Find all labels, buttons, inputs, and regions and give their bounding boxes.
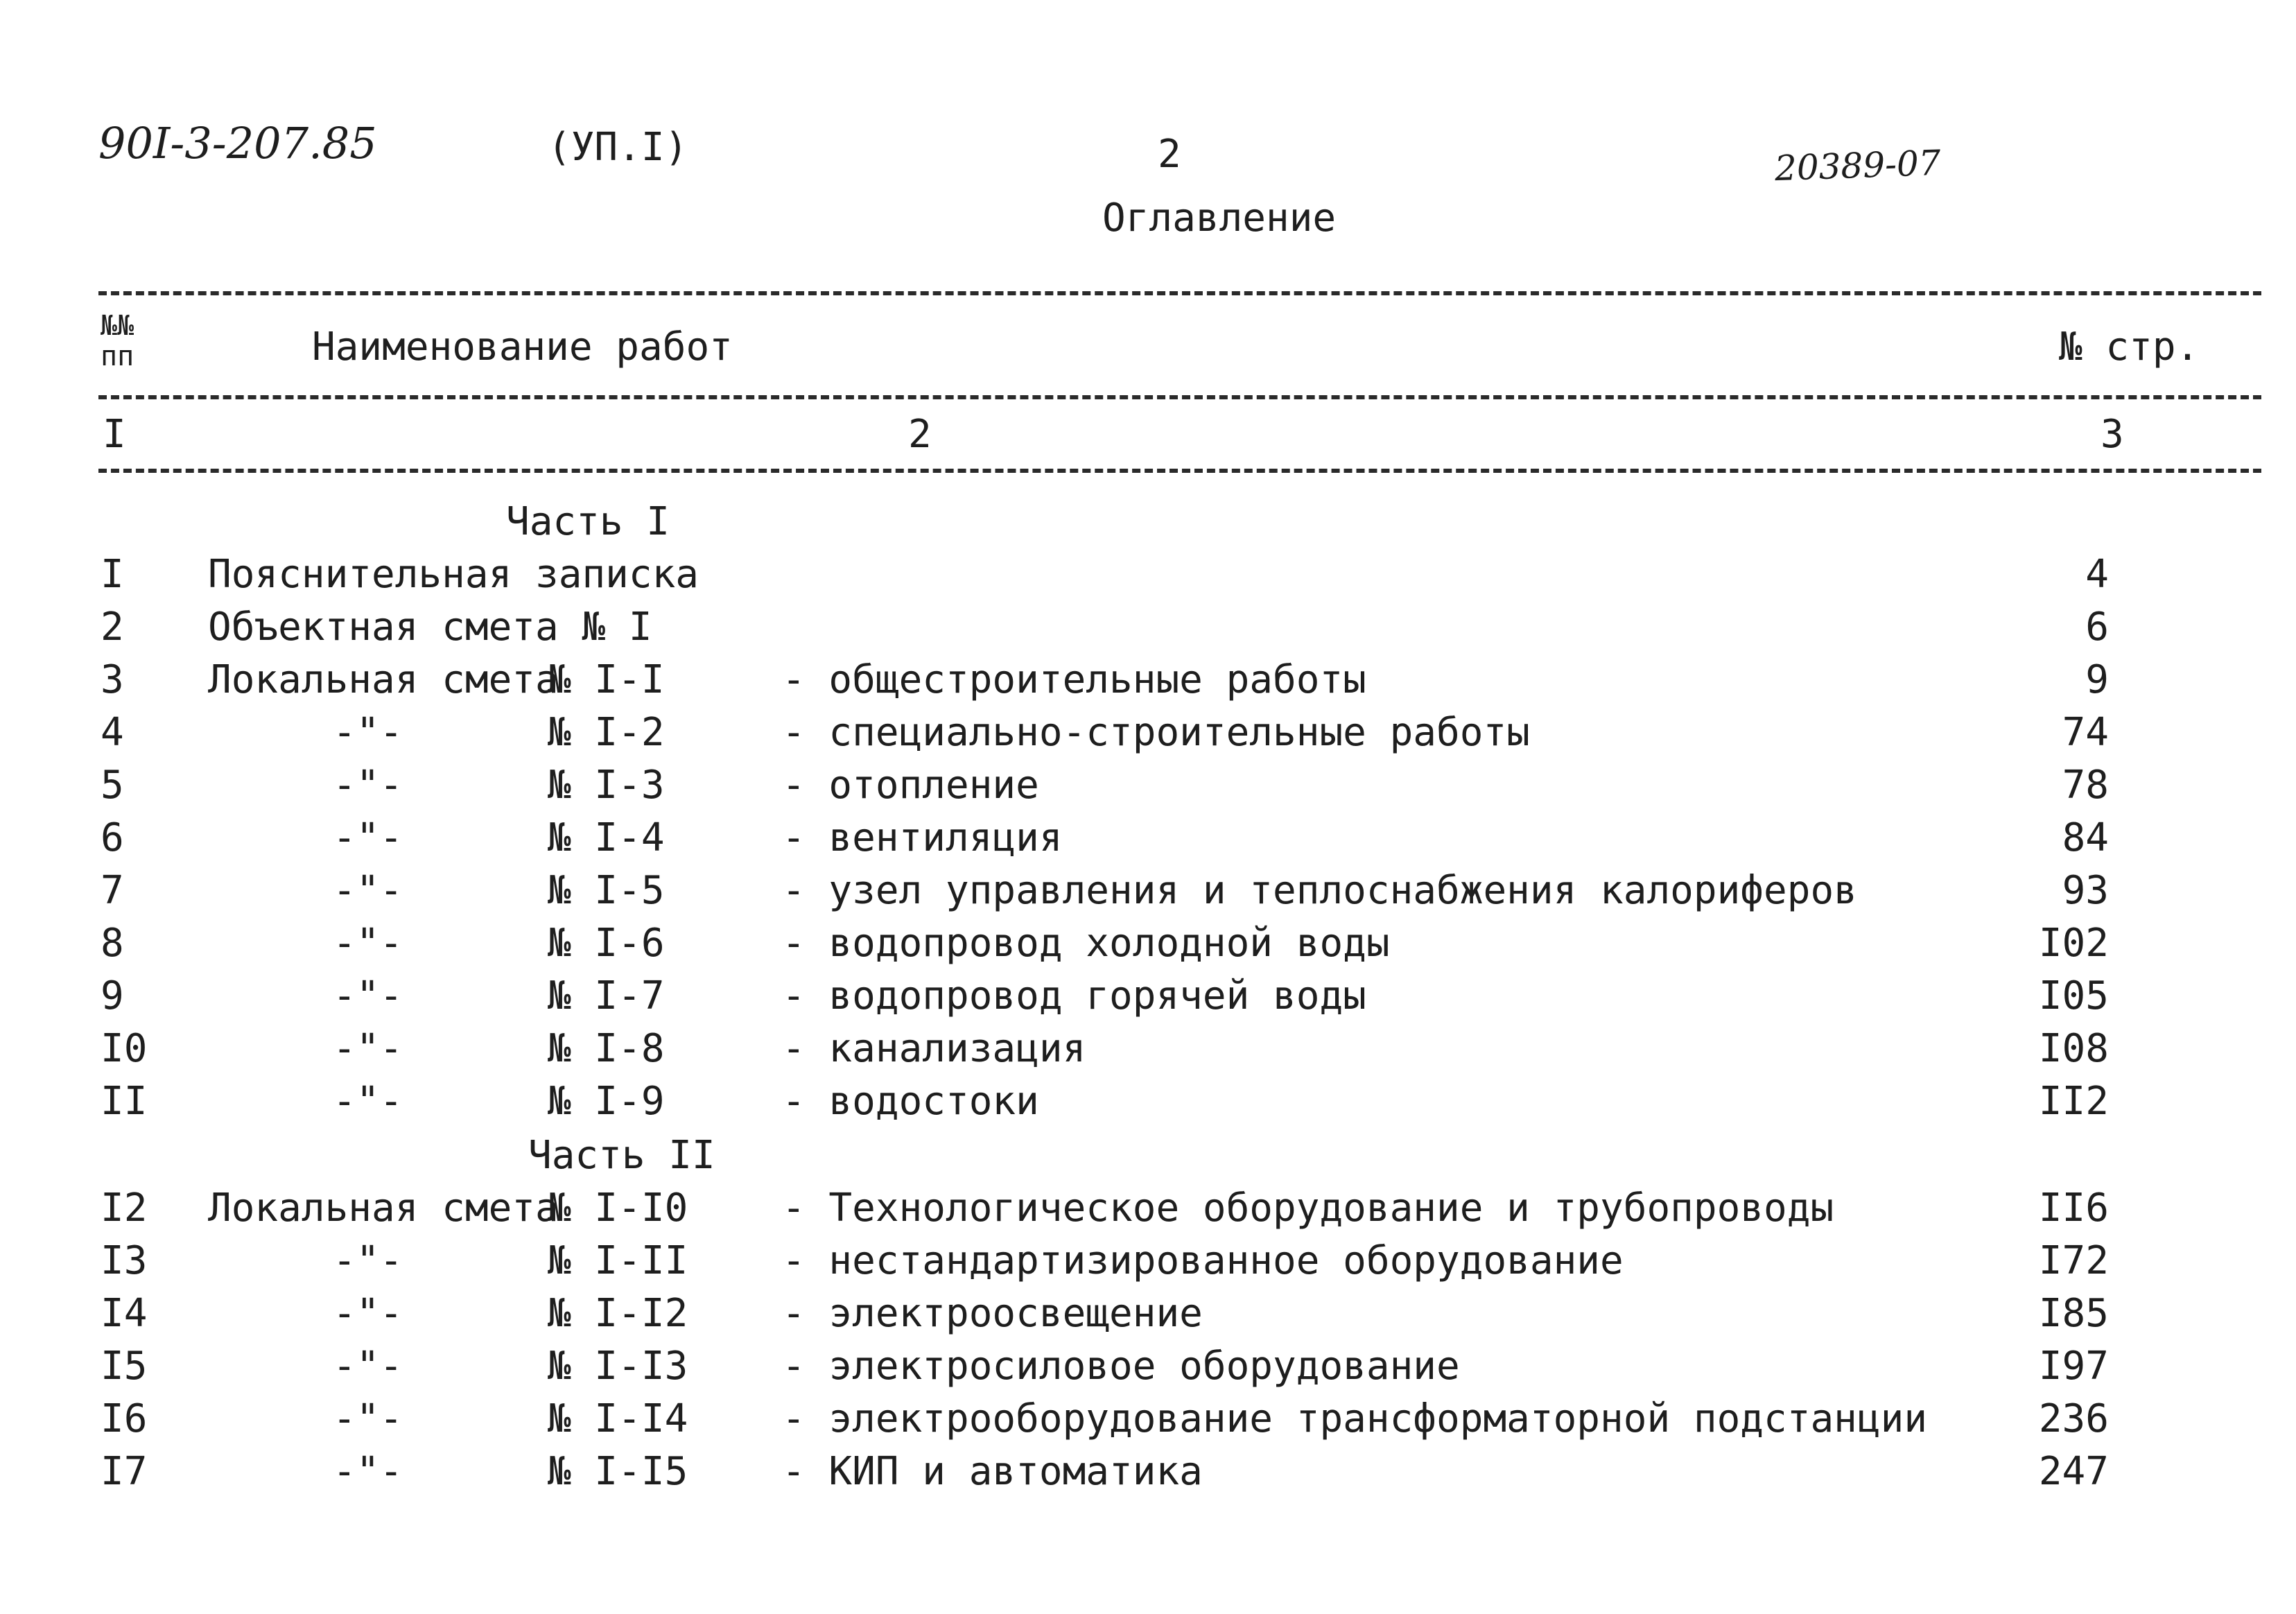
row-description: - вентиляция	[782, 815, 1063, 860]
toc-row	[0, 1344, 2296, 1396]
table-header-rule	[98, 395, 2261, 399]
row-description: - нестандартизированное оборудование	[782, 1238, 1624, 1283]
toc-row	[0, 552, 2296, 605]
row-description: - электросиловое оборудование	[782, 1344, 1460, 1389]
column-header-num: №№ пп	[101, 310, 134, 372]
row-name: -"-	[333, 1291, 403, 1336]
row-number: II	[101, 1079, 148, 1124]
toc-row	[0, 710, 2296, 763]
column-number-3: 3	[2101, 412, 2124, 457]
row-estimate-number: № I-2	[548, 710, 665, 755]
row-page: 247	[2038, 1449, 2109, 1494]
column-number-2: 2	[908, 412, 932, 457]
row-estimate-number: № I-4	[548, 815, 665, 860]
document-code: 90I-3-207.85	[98, 118, 377, 168]
row-name: -"-	[333, 815, 403, 860]
toc-row	[0, 868, 2296, 921]
row-description: - водопровод горячей воды	[782, 973, 1366, 1018]
row-number: 8	[101, 921, 124, 966]
row-name: -"-	[333, 973, 403, 1018]
row-estimate-number: № I-I3	[548, 1344, 688, 1389]
row-page: 84	[2062, 815, 2109, 860]
row-estimate-number: № I-I	[548, 657, 665, 702]
column-number-1: I	[103, 412, 126, 457]
row-estimate-number: № I-3	[548, 763, 665, 808]
row-description: - электроосвещение	[782, 1291, 1203, 1336]
row-estimate-number: № I-8	[548, 1026, 665, 1071]
row-page: 78	[2062, 763, 2109, 808]
row-page: 6	[2085, 605, 2109, 650]
row-name: -"-	[333, 921, 403, 966]
row-estimate-number: № I-I4	[548, 1396, 688, 1441]
row-name: -"-	[333, 1344, 403, 1389]
row-number: I6	[101, 1396, 148, 1441]
row-page: 74	[2062, 710, 2109, 755]
row-name: Локальная смета	[208, 657, 559, 702]
part-1-heading: Часть I	[506, 499, 670, 544]
row-page: I02	[2038, 921, 2109, 966]
row-estimate-number: № I-5	[548, 868, 665, 913]
row-page: 4	[2085, 552, 2109, 597]
toc-row	[0, 1026, 2296, 1079]
row-estimate-number: № I-I2	[548, 1291, 688, 1336]
row-number: 4	[101, 710, 124, 755]
toc-row	[0, 921, 2296, 973]
toc-row	[0, 1396, 2296, 1449]
row-description: - водостоки	[782, 1079, 1039, 1124]
row-name: -"-	[333, 763, 403, 808]
row-description: - электрооборудование трансформаторной подстанции	[782, 1396, 1928, 1441]
table-numbering-rule	[98, 469, 2261, 473]
row-number: I3	[101, 1238, 148, 1283]
page-title: Оглавление	[1102, 196, 1337, 241]
row-page: I85	[2038, 1291, 2109, 1336]
row-estimate-number: № I-II	[548, 1238, 688, 1283]
row-number: I4	[101, 1291, 148, 1336]
row-page: 9	[2085, 657, 2109, 702]
album-label: (УП.I)	[548, 125, 688, 170]
row-number: I	[101, 552, 124, 597]
row-number: I0	[101, 1026, 148, 1071]
table-top-rule	[98, 291, 2261, 295]
row-name: Пояснительная записка	[208, 552, 699, 597]
row-name: -"-	[333, 710, 403, 755]
inventory-number: 20389-07	[1774, 142, 1942, 189]
toc-row	[0, 1238, 2296, 1291]
row-estimate-number: № I-7	[548, 973, 665, 1018]
row-number: 9	[101, 973, 124, 1018]
row-description: - узел управления и теплоснабжения калориферов	[782, 868, 1857, 913]
column-header-name: Наименование работ	[312, 324, 733, 370]
row-number: 2	[101, 605, 124, 650]
row-estimate-number: № I-6	[548, 921, 665, 966]
row-number: I2	[101, 1186, 148, 1231]
row-description: - Технологическое оборудование и трубопроводы	[782, 1186, 1834, 1231]
toc-row	[0, 1079, 2296, 1131]
row-page: I08	[2038, 1026, 2109, 1071]
row-number: 7	[101, 868, 124, 913]
row-name: -"-	[333, 1026, 403, 1071]
toc-row	[0, 763, 2296, 815]
row-page: 93	[2062, 868, 2109, 913]
row-name: -"-	[333, 868, 403, 913]
part-2-heading: Часть II	[528, 1133, 715, 1178]
row-number: 5	[101, 763, 124, 808]
row-page: I97	[2038, 1344, 2109, 1389]
row-description: - КИП и автоматика	[782, 1449, 1203, 1494]
toc-row	[0, 1291, 2296, 1344]
toc-row	[0, 657, 2296, 710]
row-estimate-number: № I-I0	[548, 1186, 688, 1231]
toc-row	[0, 605, 2296, 657]
row-name: -"-	[333, 1079, 403, 1124]
toc-row	[0, 815, 2296, 868]
row-estimate-number: № I-9	[548, 1079, 665, 1124]
row-description: - водопровод холодной воды	[782, 921, 1390, 966]
page-number: 2	[1158, 132, 1181, 177]
row-name: -"-	[333, 1396, 403, 1441]
row-name: -"-	[333, 1238, 403, 1283]
row-description: - канализация	[782, 1026, 1086, 1071]
row-page: I72	[2038, 1238, 2109, 1283]
row-description: - отопление	[782, 763, 1039, 808]
toc-row	[0, 1449, 2296, 1502]
column-header-page: № стр.	[2059, 324, 2200, 370]
row-number: 6	[101, 815, 124, 860]
row-name: Объектная смета № I	[208, 605, 652, 650]
row-description: - специально-строительные работы	[782, 710, 1530, 755]
row-page: II6	[2038, 1186, 2109, 1231]
row-number: I7	[101, 1449, 148, 1494]
row-page: II2	[2038, 1079, 2109, 1124]
row-number: 3	[101, 657, 124, 702]
row-name: Локальная смета	[208, 1186, 559, 1231]
row-description: - общестроительные работы	[782, 657, 1366, 702]
row-name: -"-	[333, 1449, 403, 1494]
toc-row	[0, 1186, 2296, 1238]
row-estimate-number: № I-I5	[548, 1449, 688, 1494]
row-page: I05	[2038, 973, 2109, 1018]
row-page: 236	[2038, 1396, 2109, 1441]
toc-row	[0, 973, 2296, 1026]
row-number: I5	[101, 1344, 148, 1389]
